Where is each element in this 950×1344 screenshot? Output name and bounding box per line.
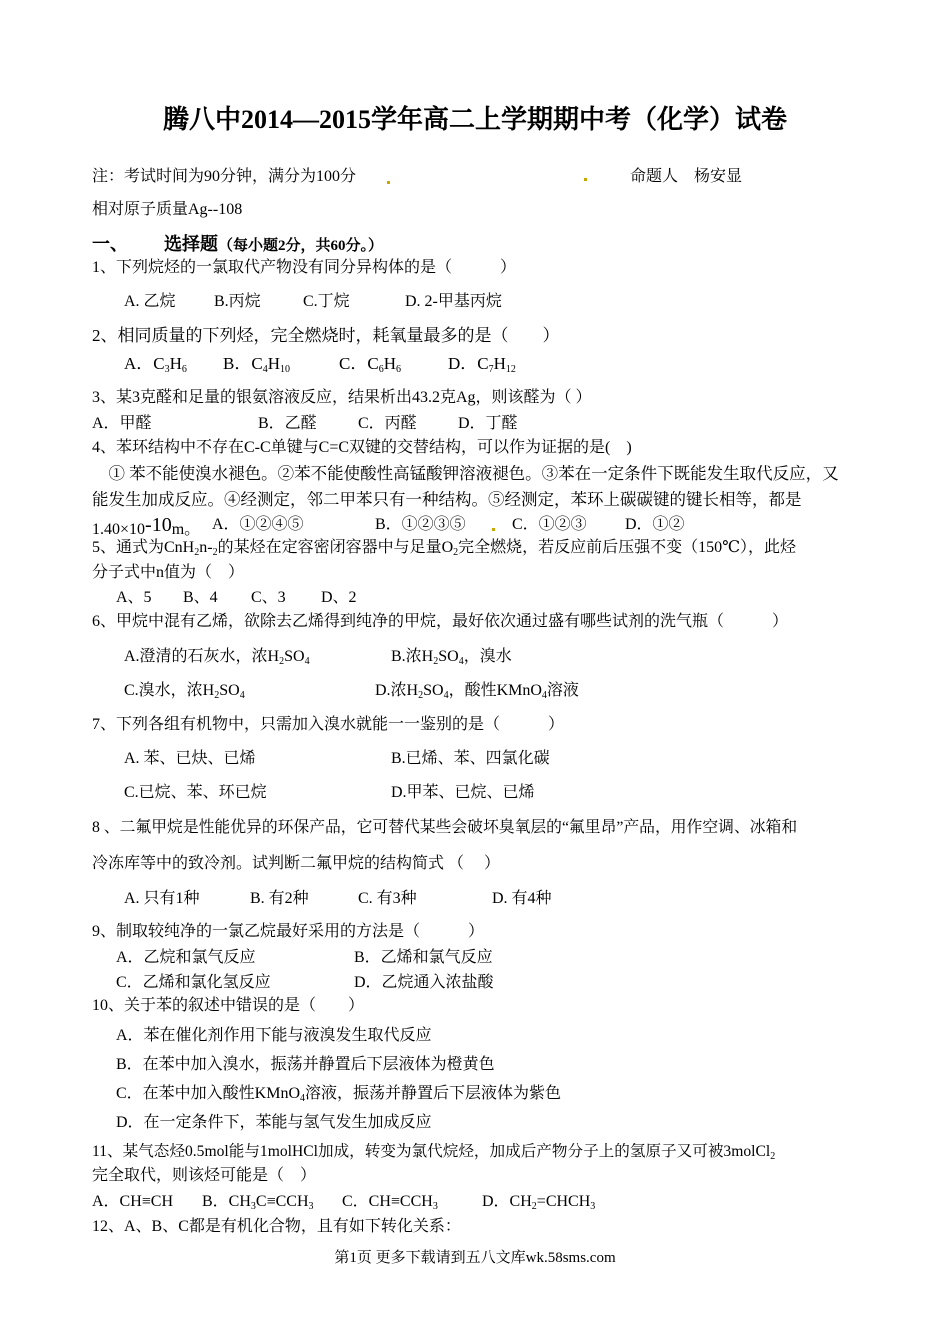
q8-option-d: D. 有4种 xyxy=(492,890,552,907)
q4-option-c: C．①②③ xyxy=(512,516,587,533)
q5-stem-part: 的某烃在定容密闭容器中与足量O xyxy=(217,539,454,556)
q10-option-b: B．在苯中加入溴水，振荡并静置后下层液体为橙黄色 xyxy=(116,1056,495,1073)
question-4: 4、苯环结构中不存在C-C单键与C=C双键的交替结构，可以作为证据的是( ) xyxy=(92,439,632,456)
q7-option-d: D.甲苯、已烷、已烯 xyxy=(391,784,535,801)
q9-option-d: D．乙烷通入浓盐酸 xyxy=(354,974,494,991)
q2-option-c: C．$C_6H_6$ xyxy=(339,354,401,375)
q11-option-c: C．$CH\equiv CCH_3$ xyxy=(342,1193,438,1212)
author: 命题人 杨安显 xyxy=(630,168,743,185)
q1-option-a: A. 乙烷 xyxy=(124,293,176,310)
q8-option-c: C. 有3种 xyxy=(358,890,417,907)
q11-option-a: A．CH≡CH xyxy=(92,1193,174,1210)
q5-stem-part: 完全燃烧，若反应前后压强不变（150℃），此烃 xyxy=(458,539,797,556)
q4-statements-line1: ① 苯不能使溴水褪色。②苯不能使酸性高锰酸钾溶液褪色。③苯在一定条件下既能发生取代反应，又 xyxy=(92,464,839,483)
q5-option-b: B、4 xyxy=(183,589,218,606)
question-12: 12、A、B、C都是有机化合物，且有如下转化关系： xyxy=(92,1218,461,1235)
q9-option-a: A．乙烷和氯气反应 xyxy=(116,949,256,966)
q4-statements-line2: 能发生加成反应。④经测定，邻二甲苯只有一种结构。⑤经测定，苯环上碳碳键的键长相等，都是 xyxy=(92,490,802,509)
q7-option-b: B.已烯、苯、四氯化碳 xyxy=(391,750,550,767)
question-6: 6、甲烷中混有乙烯，欲除去乙烯得到纯净的甲烷，最好依次通过盛有哪些试剂的洗气瓶（ ） xyxy=(92,613,789,630)
q6-option-d: D.浓$H_2SO_4$，酸性KMnO$_4$溶液 xyxy=(375,682,579,701)
mark-dot xyxy=(387,181,390,184)
q3-option-a: A．甲醛 xyxy=(92,415,152,432)
q11-option-d: D．$CH_2=CHCH_3$ xyxy=(482,1193,596,1212)
q3-option-b: B．乙醛 xyxy=(258,415,317,432)
page-footer: 第1页 更多下载请到五八文库wk.58sms.com xyxy=(334,1250,616,1266)
q6-option-b: B.浓$H_2SO_4$，溴水 xyxy=(391,648,512,667)
page-title: 腾八中2014—2015学年高二上学期期中考（化学）试卷 xyxy=(162,105,787,134)
q10-option-c-part: C．在苯中加入酸性KMnO xyxy=(116,1085,301,1102)
q4-bond-length-unit: m。 xyxy=(171,521,201,538)
q1-option-b: B.丙烷 xyxy=(214,293,261,310)
q1-option-c: C.丁烷 xyxy=(303,293,350,310)
question-8-line1: 8 、二氟甲烷是性能优异的环保产品，它可替代某些会破坏臭氧层的“氟里昂”产品，用作空调、冰箱和 xyxy=(92,819,798,836)
q5-option-c: C、3 xyxy=(251,589,286,606)
q8-option-a: A. 只有1种 xyxy=(124,890,200,907)
section-heading xyxy=(92,234,383,256)
q2-option-d: D．$C_7H_{12}$ xyxy=(448,354,516,375)
section-name: 选择题 xyxy=(164,234,218,254)
q5-option-a: A、5 xyxy=(116,589,152,606)
q10-option-d: D．在一定条件下，苯能与氢气发生加成反应 xyxy=(116,1114,432,1131)
q10-option-c-part: 溶液，振荡并静置后下层液体为紫色 xyxy=(305,1085,562,1102)
q4-option-d: D．①② xyxy=(625,516,685,533)
q3-option-c: C．丙醛 xyxy=(358,415,417,432)
q9-option-c: C．乙烯和氯化氢反应 xyxy=(116,974,271,991)
q4-bond-length-exponent: -10 xyxy=(145,514,172,536)
question-9: 9、制取较纯净的一氯乙烷最好采用的方法是（ ） xyxy=(92,923,485,940)
q7-option-a: A. 苯、已炔、已烯 xyxy=(124,750,256,767)
atomic-mass-note: 相对原子质量Ag--108 xyxy=(92,201,243,218)
q7-option-c: C.已烷、苯、环已烷 xyxy=(124,784,267,801)
mark-dot xyxy=(584,178,587,181)
question-7: 7、下列各组有机物中，只需加入溴水就能一一鉴别的是（ ） xyxy=(92,716,565,733)
section-number: 一、 xyxy=(92,234,128,254)
question-11-line2: 完全取代，则该烃可能是（ ） xyxy=(92,1167,317,1184)
q3-option-d: D．丁醛 xyxy=(458,415,518,432)
exam-note: 注：考试时间为90分钟，满分为100分 xyxy=(92,168,357,185)
q4-bond-length xyxy=(92,515,200,540)
q10-option-c: C．在苯中加入酸性KMnO$_4$溶液，振荡并静置后下层液体为紫色 xyxy=(116,1085,562,1104)
question-8-line2: 冷冻库等中的致冷剂。试判断二氟甲烷的结构简式 （ ） xyxy=(92,855,501,872)
q2-option-a: A．$C_3H_6$ xyxy=(124,354,187,375)
q6-option-a: A.澄清的石灰水，浓$H_2SO_4$ xyxy=(124,648,310,667)
q8-option-b: B. 有2种 xyxy=(250,890,309,907)
question-10: 10、关于苯的叙述中错误的是（ ） xyxy=(92,997,365,1014)
q5-stem-part: n- xyxy=(199,539,213,556)
q4-option-a: A．①②④⑤ xyxy=(212,516,304,533)
q4-bond-length-base: 1.40×10 xyxy=(92,521,146,538)
question-5: 5、通式为$CnH_2n-_2$的某烃在定容密闭容器中与足量$O_2$完全燃烧，若反应前后压强不变（150℃），此烃 xyxy=(92,539,797,558)
q5-line2: 分子式中n值为（ ） xyxy=(92,564,245,581)
mark-dot xyxy=(492,528,495,531)
question-3: 3、某3克醛和足量的银氨溶液反应，结果析出43.2克Ag，则该醛为（ ） xyxy=(92,389,592,406)
q9-option-b: B．乙烯和氯气反应 xyxy=(354,949,493,966)
section-points: （每小题2分，共60分。） xyxy=(218,238,384,254)
q11-stem-part: 11、某气态烃0.5mol能与1molHCl加成，转变为氯代烷烃，加成后产物分子上的氢原子又可被3molCl xyxy=(92,1143,771,1160)
q11-option-b: B．$CH_3C\equiv CCH_3$ xyxy=(202,1193,314,1212)
q10-option-a: A．苯在催化剂作用下能与液溴发生取代反应 xyxy=(116,1027,432,1044)
q6-option-c: C.溴水，浓$H_2SO_4$ xyxy=(124,682,245,701)
q2-option-b: B．$C_4H_{10}$ xyxy=(223,354,290,375)
q5-option-d: D、2 xyxy=(321,589,357,606)
question-1: 1、下列烷烃的一氯取代产物没有同分异构体的是（ ） xyxy=(92,259,517,276)
question-11: 11、某气态烃0.5mol能与1molHCl加成，转变为氯代烷烃，加成后产物分子上的氢原子又可被3molCl$_2$ xyxy=(92,1143,776,1162)
q5-stem-part: 5、通式为CnH xyxy=(92,539,195,556)
q4-option-b: B．①②③⑤ xyxy=(375,516,466,533)
question-2: 2、相同质量的下列烃，完全燃烧时，耗氧量最多的是（ ） xyxy=(92,326,560,345)
q1-option-d: D. 2-甲基丙烷 xyxy=(405,293,502,310)
